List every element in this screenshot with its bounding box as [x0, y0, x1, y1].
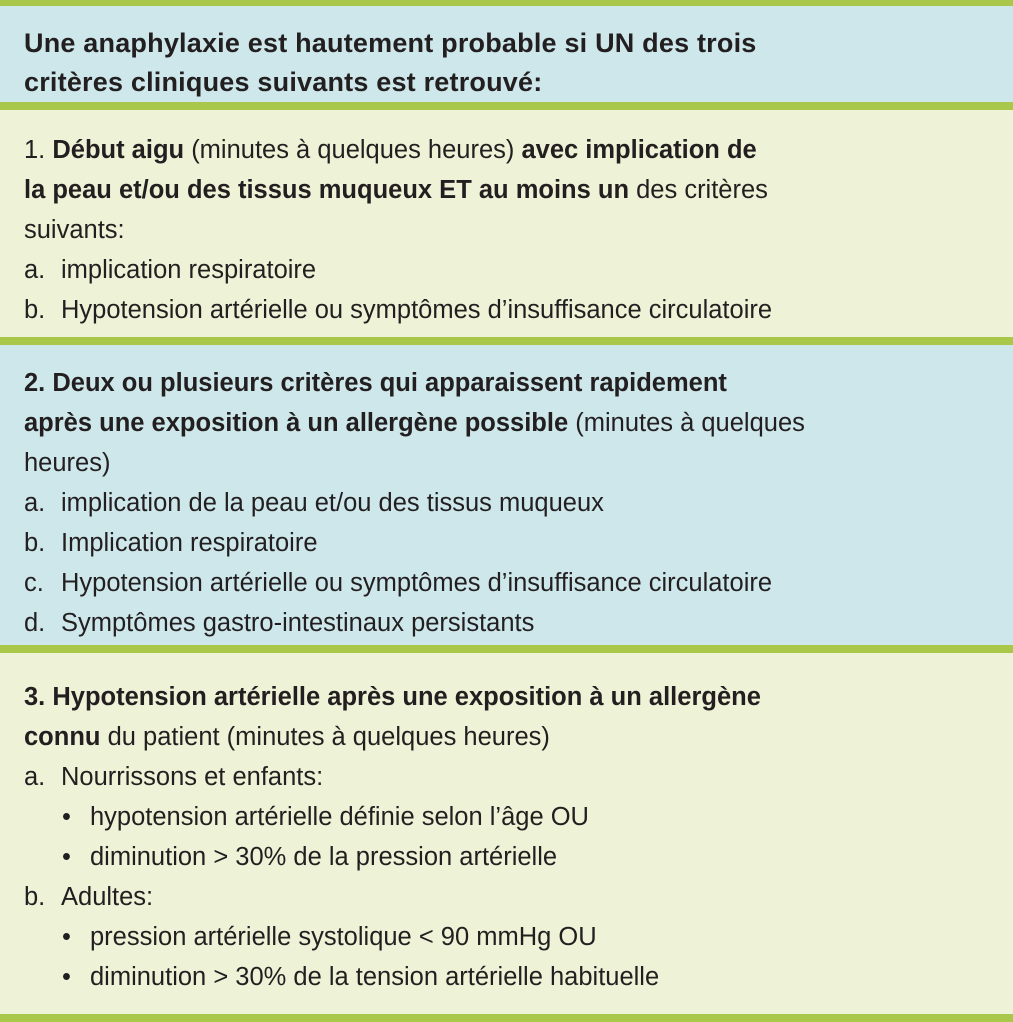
item-letter: a.: [24, 763, 46, 791]
criterion-2-line-1: 2. Deux ou plusieurs critères qui apparaissent rapidement: [24, 369, 727, 397]
separator-2: [0, 337, 1013, 345]
bullet-text: diminution > 30% de la tension artérielle habituelle: [90, 963, 660, 991]
bullet-text: pression artérielle systolique < 90 mmHg OU: [90, 923, 597, 951]
list-item: [24, 757, 989, 797]
criterion-2-line-2: [24, 403, 989, 443]
bullet-icon: •: [62, 803, 71, 831]
criterion-1-section: [0, 110, 1013, 337]
list-item: [24, 290, 989, 330]
item-letter: a.: [24, 489, 46, 517]
separator-1: [0, 102, 1013, 110]
list-item: [24, 483, 989, 523]
criterion-2-line-3: heures): [24, 449, 111, 477]
criterion-1-normal-1: (minutes à quelques heures): [184, 136, 522, 164]
criterion-1-bold-3: la peau et/ou des tissus muqueux ET au moins un: [24, 176, 630, 204]
criterion-1-line-2: [24, 170, 989, 210]
item-letter: b.: [24, 529, 46, 557]
bullet-item: [24, 837, 989, 877]
bullet-icon: •: [62, 923, 71, 951]
criterion-3-section: [0, 653, 1013, 1014]
header-line-2: critères cliniques suivants est retrouvé:: [24, 67, 543, 97]
list-item: [24, 250, 989, 290]
criterion-2-section: [0, 345, 1013, 645]
item-text: Hypotension artérielle ou symptômes d’insuffisance circulatoire: [61, 569, 773, 597]
item-letter: b.: [24, 883, 46, 911]
criterion-2-bold-2: après une exposition à un allergène possible: [24, 409, 569, 437]
item-text: implication respiratoire: [61, 256, 317, 284]
item-text: Symptômes gastro-intestinaux persistants: [61, 609, 535, 637]
item-letter: d.: [24, 609, 46, 637]
criterion-3-line-2: [24, 717, 989, 757]
item-letter: b.: [24, 296, 46, 324]
criterion-1-bold-1: Début aigu: [52, 136, 185, 164]
item-text: Adultes:: [61, 883, 154, 911]
list-item: [24, 523, 989, 563]
bottom-separator: [0, 1014, 1013, 1022]
item-text: Hypotension artérielle ou symptômes d’insuffisance circulatoire: [61, 296, 773, 324]
bullet-text: diminution > 30% de la pression artérielle: [90, 843, 558, 871]
criterion-1-bold-2: avec implication de: [521, 136, 757, 164]
list-item: [24, 563, 989, 603]
item-letter: c.: [24, 569, 44, 597]
criterion-1-normal-2: des critères: [629, 176, 768, 204]
item-text: Nourrissons et enfants:: [61, 763, 324, 791]
bullet-icon: •: [62, 843, 71, 871]
header-line-1: Une anaphylaxie est hautement probable si UN des trois: [24, 28, 757, 58]
item-letter: a.: [24, 256, 46, 284]
criterion-3-line-1: 3. Hypotension artérielle après une exposition à un allergène: [24, 683, 761, 711]
list-item: [24, 603, 989, 643]
criterion-1-line-3: suivants:: [24, 216, 125, 244]
item-text: implication de la peau et/ou des tissus muqueux: [61, 489, 604, 517]
bullet-text: hypotension artérielle définie selon l’âge OU: [90, 803, 589, 831]
criterion-1-line-1: [24, 130, 989, 170]
bullet-item: [24, 957, 989, 997]
bullet-icon: •: [62, 963, 71, 991]
criterion-3-bold-2: connu: [24, 723, 101, 751]
bullet-item: [24, 797, 989, 837]
criterion-1-number: 1.: [24, 136, 53, 164]
bullet-item: [24, 917, 989, 957]
item-text: Implication respiratoire: [61, 529, 318, 557]
separator-3: [0, 645, 1013, 653]
list-item: [24, 877, 989, 917]
table-header: [0, 6, 1013, 102]
criterion-2-normal-1: (minutes à quelques: [568, 409, 805, 437]
criterion-3-normal-1: du patient (minutes à quelques heures): [100, 723, 550, 751]
